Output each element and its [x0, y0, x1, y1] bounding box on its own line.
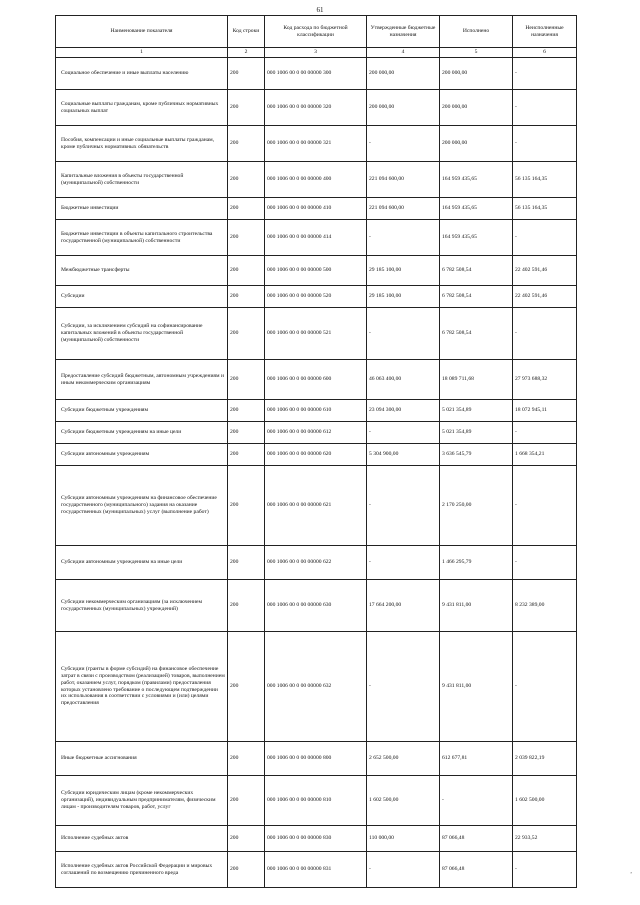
row-code: 200: [228, 546, 265, 580]
row-name: Субсидии автономным учреждениям на иные цели: [56, 546, 228, 580]
header-row: [56, 16, 577, 48]
row-name: Исполнение судебных актов: [56, 826, 228, 852]
row-code: 200: [228, 826, 265, 852]
row-unexecuted: 22 402 591,46: [513, 286, 577, 308]
row-approved: 17 664 200,00: [367, 580, 440, 632]
row-name: Субсидии автономным учреждениям на финансовое обеспечение государственного (муниципального) задания на оказание государственных (муниципальных) услуг (выполнение работ): [56, 466, 228, 546]
row-code: 200: [228, 742, 265, 776]
row-approved: -: [367, 466, 440, 546]
row-name: Межбюджетные трансферты: [56, 256, 228, 286]
row-unexecuted: -: [513, 90, 577, 126]
column-number-row: [56, 48, 577, 58]
row-unexecuted: -: [513, 308, 577, 360]
column-number: 2: [228, 48, 265, 58]
table-row: [56, 220, 577, 256]
row-code: 200: [228, 400, 265, 422]
header-class-code: Код расхода по бюджетной классификации: [265, 16, 367, 48]
row-unexecuted: 27 973 688,32: [513, 360, 577, 400]
row-unexecuted: 1 668 354,21: [513, 444, 577, 466]
table-row: [56, 776, 577, 826]
row-approved: -: [367, 126, 440, 162]
table-row: [56, 852, 577, 888]
row-unexecuted: -: [513, 58, 577, 90]
row-unexecuted: -: [513, 126, 577, 162]
row-name: Бюджетные инвестиции: [56, 198, 228, 220]
row-executed: 87 066,48: [440, 852, 513, 888]
table-row: [56, 58, 577, 90]
header-executed: Исполнено: [440, 16, 513, 48]
row-class-code: 000 1006 00 0 00 00000 400: [265, 162, 367, 198]
row-code: 200: [228, 422, 265, 444]
row-approved: -: [367, 422, 440, 444]
row-executed: 200 000,00: [440, 126, 513, 162]
row-code: 200: [228, 444, 265, 466]
row-unexecuted: 22 402 591,46: [513, 256, 577, 286]
table-row: [56, 126, 577, 162]
row-executed: 18 089 711,68: [440, 360, 513, 400]
row-approved: 29 185 100,00: [367, 256, 440, 286]
row-approved: 46 063 400,00: [367, 360, 440, 400]
table-row: [56, 546, 577, 580]
row-executed: 5 021 354,89: [440, 422, 513, 444]
row-unexecuted: 22 933,52: [513, 826, 577, 852]
row-code: 200: [228, 632, 265, 742]
row-name: Предоставление субсидий бюджетным, автономным учреждениям и иным некоммерческим организациям: [56, 360, 228, 400]
header-unexecuted: Неисполненные назначения: [513, 16, 577, 48]
row-class-code: 000 1006 00 0 00 00000 321: [265, 126, 367, 162]
column-number: 6: [513, 48, 577, 58]
row-approved: -: [367, 220, 440, 256]
row-approved: 1 602 500,00: [367, 776, 440, 826]
row-executed: 6 782 508,54: [440, 308, 513, 360]
row-code: 200: [228, 58, 265, 90]
row-unexecuted: 56 135 164,35: [513, 162, 577, 198]
row-class-code: 000 1006 00 0 00 00000 620: [265, 444, 367, 466]
row-unexecuted: -: [513, 466, 577, 546]
row-class-code: 000 1006 00 0 00 00000 800: [265, 742, 367, 776]
column-number: 4: [367, 48, 440, 58]
row-class-code: 000 1006 00 0 00 00000 622: [265, 546, 367, 580]
row-unexecuted: -: [513, 632, 577, 742]
row-approved: -: [367, 632, 440, 742]
row-name: Бюджетные инвестиции в объекты капитального строительства государственной (муниципальной) собственности: [56, 220, 228, 256]
table-row: [56, 466, 577, 546]
row-unexecuted: 1 602 500,00: [513, 776, 577, 826]
row-name: Субсидии некоммерческим организациям (за исключением государственных (муниципальных) учреждений): [56, 580, 228, 632]
row-code: 200: [228, 580, 265, 632]
row-code: 200: [228, 126, 265, 162]
row-executed: 2 170 250,00: [440, 466, 513, 546]
row-name: Капитальные вложения в объекты государственной (муниципальной) собственности: [56, 162, 228, 198]
row-approved: 200 000,00: [367, 58, 440, 90]
table-row: [56, 256, 577, 286]
row-executed: 164 959 435,65: [440, 162, 513, 198]
row-name: Субсидии юридическим лицам (кроме некоммерческих организаций), индивидуальным предпринимателям, физическим лицам - производителям товаров, работ, услуг: [56, 776, 228, 826]
row-class-code: 000 1006 00 0 00 00000 300: [265, 58, 367, 90]
row-class-code: 000 1006 00 0 00 00000 600: [265, 360, 367, 400]
row-executed: 200 000,00: [440, 90, 513, 126]
row-executed: 200 000,00: [440, 58, 513, 90]
row-code: 200: [228, 256, 265, 286]
row-name: Субсидии бюджетным учреждениям: [56, 400, 228, 422]
row-executed: 9 431 811,00: [440, 632, 513, 742]
row-executed: 6 782 508,54: [440, 256, 513, 286]
row-approved: -: [367, 546, 440, 580]
row-class-code: 000 1006 00 0 00 00000 632: [265, 632, 367, 742]
row-name: Субсидии (гранты в форме субсидий) на финансовое обеспечение затрат в связи с производством (реализацией) товаров, выполнением работ, оказанием услуг, порядком (правилами) предоставления которых установлено требование о последующем подтверждении их использования в соответствии с условиями и (или) целями предоставления: [56, 632, 228, 742]
row-approved: 2 652 500,00: [367, 742, 440, 776]
budget-execution-table: [55, 15, 577, 888]
row-code: 200: [228, 360, 265, 400]
row-class-code: 000 1006 00 0 00 00000 520: [265, 286, 367, 308]
row-code: 200: [228, 286, 265, 308]
row-approved: 200 000,00: [367, 90, 440, 126]
table-row: [56, 826, 577, 852]
row-name: Пособия, компенсации и иные социальные выплаты гражданам, кроме публичных нормативных обязательств: [56, 126, 228, 162]
row-name: Иные бюджетные ассигнования: [56, 742, 228, 776]
table-row: [56, 360, 577, 400]
row-class-code: 000 1006 00 0 00 00000 621: [265, 466, 367, 546]
row-unexecuted: 56 135 164,35: [513, 198, 577, 220]
row-code: 200: [228, 162, 265, 198]
row-code: 200: [228, 198, 265, 220]
row-approved: 221 094 600,00: [367, 162, 440, 198]
row-class-code: 000 1006 00 0 00 00000 612: [265, 422, 367, 444]
header-row-code: Код строки: [228, 16, 265, 48]
table-row: [56, 400, 577, 422]
row-executed: -: [440, 776, 513, 826]
row-code: 200: [228, 308, 265, 360]
row-unexecuted: 8 232 389,00: [513, 580, 577, 632]
row-class-code: 000 1006 00 0 00 00000 630: [265, 580, 367, 632]
row-executed: 612 677,81: [440, 742, 513, 776]
row-class-code: 000 1006 00 0 00 00000 500: [265, 256, 367, 286]
table-row: [56, 198, 577, 220]
table-row: [56, 162, 577, 198]
row-executed: 1 466 295,79: [440, 546, 513, 580]
row-executed: 87 066,48: [440, 826, 513, 852]
row-name: Субсидии: [56, 286, 228, 308]
header-name: Наименование показателя: [56, 16, 228, 48]
row-name: Социальное обеспечение и иные выплаты населению: [56, 58, 228, 90]
row-name: Субсидии бюджетным учреждениям на иные цели: [56, 422, 228, 444]
row-class-code: 000 1006 00 0 00 00000 810: [265, 776, 367, 826]
scan-mark: ,: [630, 867, 632, 875]
row-class-code: 000 1006 00 0 00 00000 410: [265, 198, 367, 220]
row-class-code: 000 1006 00 0 00 00000 831: [265, 852, 367, 888]
table-row: [56, 444, 577, 466]
row-approved: 23 094 300,00: [367, 400, 440, 422]
row-class-code: 000 1006 00 0 00 00000 414: [265, 220, 367, 256]
row-unexecuted: -: [513, 852, 577, 888]
row-unexecuted: -: [513, 546, 577, 580]
row-approved: 5 304 900,00: [367, 444, 440, 466]
table-row: [56, 632, 577, 742]
row-code: 200: [228, 776, 265, 826]
header-approved: Утвержденные бюджетные назначения: [367, 16, 440, 48]
row-code: 200: [228, 852, 265, 888]
row-code: 200: [228, 220, 265, 256]
page-number: 61: [316, 6, 324, 14]
column-number: 3: [265, 48, 367, 58]
row-class-code: 000 1006 00 0 00 00000 830: [265, 826, 367, 852]
row-approved: 110 000,00: [367, 826, 440, 852]
row-unexecuted: 2 039 822,19: [513, 742, 577, 776]
row-name: Социальные выплаты гражданам, кроме публичных нормативных социальных выплат: [56, 90, 228, 126]
table-row: [56, 286, 577, 308]
row-executed: 9 431 811,00: [440, 580, 513, 632]
row-executed: 5 021 354,89: [440, 400, 513, 422]
table-row: [56, 308, 577, 360]
row-class-code: 000 1006 00 0 00 00000 521: [265, 308, 367, 360]
row-class-code: 000 1006 00 0 00 00000 610: [265, 400, 367, 422]
row-name: Субсидии, за исключением субсидий на софинансирование капитальных вложений в объекты государственной (муниципальной) собственности: [56, 308, 228, 360]
row-unexecuted: 18 072 945,11: [513, 400, 577, 422]
row-name: Субсидии автономным учреждениям: [56, 444, 228, 466]
row-name: Исполнение судебных актов Российской Федерации и мировых соглашений по возмещению причиненного вреда: [56, 852, 228, 888]
row-executed: 6 782 508,54: [440, 286, 513, 308]
row-executed: 3 636 545,79: [440, 444, 513, 466]
table-row: [56, 580, 577, 632]
row-executed: 164 959 435,65: [440, 220, 513, 256]
row-class-code: 000 1006 00 0 00 00000 320: [265, 90, 367, 126]
row-code: 200: [228, 466, 265, 546]
table-row: [56, 742, 577, 776]
column-number: 1: [56, 48, 228, 58]
table-row: [56, 422, 577, 444]
row-approved: 29 185 100,00: [367, 286, 440, 308]
row-approved: 221 094 600,00: [367, 198, 440, 220]
column-number: 5: [440, 48, 513, 58]
row-executed: 164 959 435,65: [440, 198, 513, 220]
table-row: [56, 90, 577, 126]
row-unexecuted: -: [513, 220, 577, 256]
row-approved: -: [367, 308, 440, 360]
row-code: 200: [228, 90, 265, 126]
row-approved: -: [367, 852, 440, 888]
row-unexecuted: -: [513, 422, 577, 444]
